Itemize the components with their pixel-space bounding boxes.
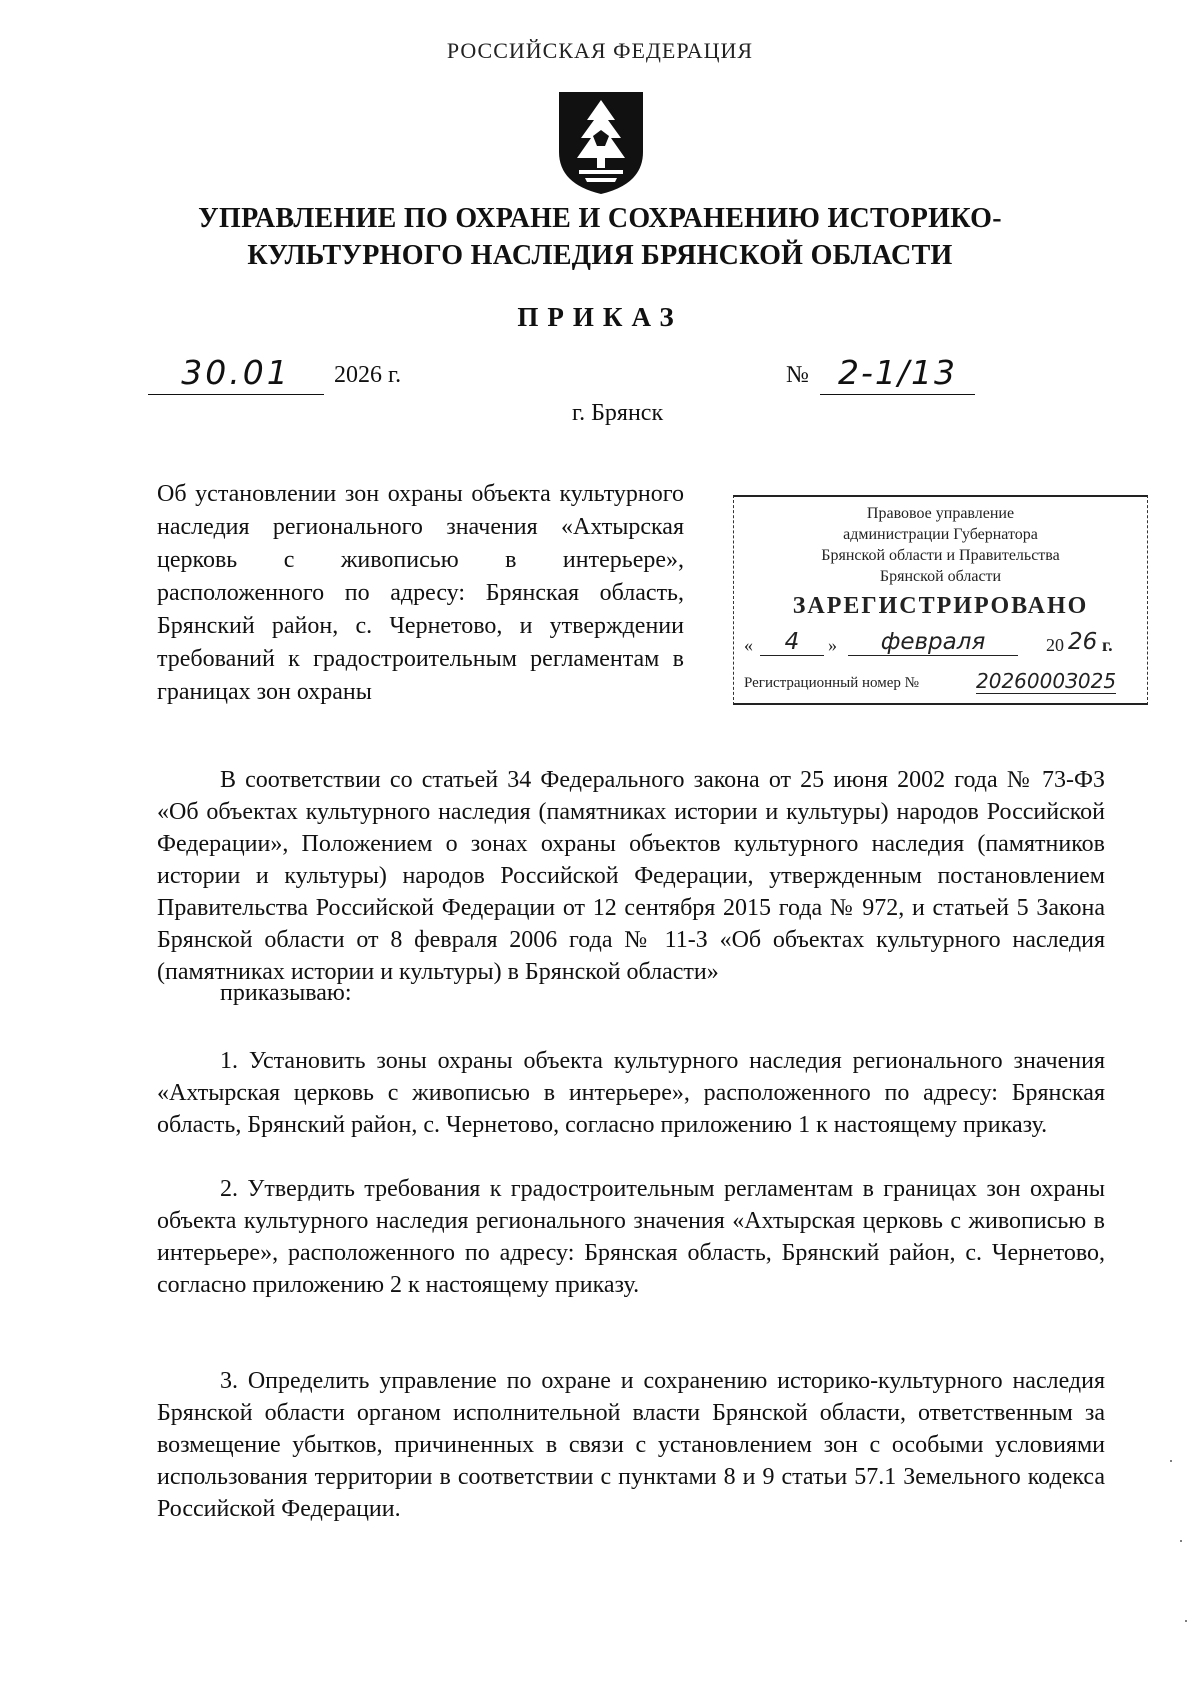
stamp-line-2: администрации Губернатора — [843, 526, 1038, 543]
scan-speck — [1170, 1460, 1172, 1462]
item-2-text: 2. Утвердить требования к градостроительным регламентам в границах зон охраны объекта культурного наследия регионального значения «Ахтырская церковь с живописью в интерьере», расположенного по адресу: Брянская область, Брянский район, с. Чернетово, согласно приложению 2 к настоящему приказу. — [157, 1176, 1105, 1298]
preamble-paragraph — [157, 764, 1105, 988]
stamp-year-unit: г. — [1102, 635, 1113, 655]
stamp-line-3: Брянской области и Правительства — [821, 547, 1060, 564]
stamp-day: 4 — [760, 629, 824, 656]
registration-stamp — [733, 495, 1148, 705]
item-3 — [157, 1365, 1105, 1525]
stamp-status: ЗАРЕГИСТРИРОВАНО — [792, 593, 1089, 619]
order-number-handwritten: 2-1/13 — [820, 352, 975, 395]
agency-name — [150, 200, 1050, 274]
stamp-reg-number: 2026000З025 — [976, 669, 1117, 693]
stamp-line-4: Брянской области — [879, 568, 1002, 585]
stamp-date-row: « 4 » февраля 20 26 г. — [744, 629, 1113, 655]
country-name: РОССИЙСКАЯ ФЕДЕРАЦИЯ — [446, 38, 754, 63]
stamp-month: февраля — [848, 629, 1018, 656]
stamp-year-suffix: 26 — [1068, 629, 1098, 655]
stamp-line-1: Правовое управление — [866, 505, 1015, 522]
document-type-title: ПРИКАЗ — [517, 302, 683, 332]
item-3-text: 3. Определить управление по охране и сохранению историко-культурного наследия Брянской области органом исполнительной власти Брянской области, ответственным за возмещение убытков, причиненных в связи с установлением зон с особыми условиями использования территории в соответствии с пунктами 8 и 9 статьи 57.1 Земельного кодекса Российской Федерации. — [157, 1368, 1105, 1522]
order-word: приказываю: — [220, 980, 352, 1006]
agency-name-line2: КУЛЬТУРНОГО НАСЛЕДИЯ БРЯНСКОЙ ОБЛАСТИ — [247, 240, 953, 271]
item-1 — [157, 1045, 1105, 1141]
agency-name-line1: УПРАВЛЕНИЕ ПО ОХРАНЕ И СОХРАНЕНИЮ ИСТОРИКО- — [198, 203, 1002, 234]
scan-speck — [1185, 1620, 1187, 1622]
order-date-handwritten: 30.01 — [148, 352, 324, 395]
stamp-reg-label: Регистрационный номер № — [744, 675, 919, 691]
preamble-text: В соответствии со статьей 34 Федерального закона от 25 июня 2002 года № 73-ФЗ «Об объектах культурного наследия (памятниках истории и культуры) народов Российской Федерации», Положением о зонах охраны объектов культурного наследия (памятников истории и культуры) народов Российской Федерации, утвержденным постановлением Правительства Российской Федерации от 12 сентября 2015 года № 972, и статьей 5 Закона Брянской области от 8 февраля 2006 года № 11-З «Об объектах культурного наследия (памятниках истории и культуры) в Брянской области» — [157, 767, 1105, 985]
order-subject: Об установлении зон охраны объекта культурного наследия регионального значения «Ахтырская церковь с живописью в интерьере», расположенного по адресу: Брянская область, Брянский район, с. Чернетово, и утверждении требований к градостроительным регламентам в границах зон охраны — [157, 481, 684, 705]
bryansk-coat-of-arms-icon — [553, 88, 649, 196]
order-number-prefix: № — [786, 362, 809, 388]
stamp-reg-row — [744, 669, 1137, 699]
scan-speck — [1180, 1540, 1182, 1542]
order-year: 2026 г. — [334, 362, 402, 388]
item-2 — [157, 1173, 1105, 1301]
stamp-year-prefix: 20 — [1046, 635, 1064, 655]
order-city: г. Брянск — [572, 400, 664, 426]
item-1-text: 1. Установить зоны охраны объекта культурного наследия регионального значения «Ахтырская церковь с живописью в интерьере», расположенного по адресу: Брянская область, Брянский район, с. Чернетово, согласно приложению 1 к настоящему приказу. — [157, 1048, 1105, 1138]
